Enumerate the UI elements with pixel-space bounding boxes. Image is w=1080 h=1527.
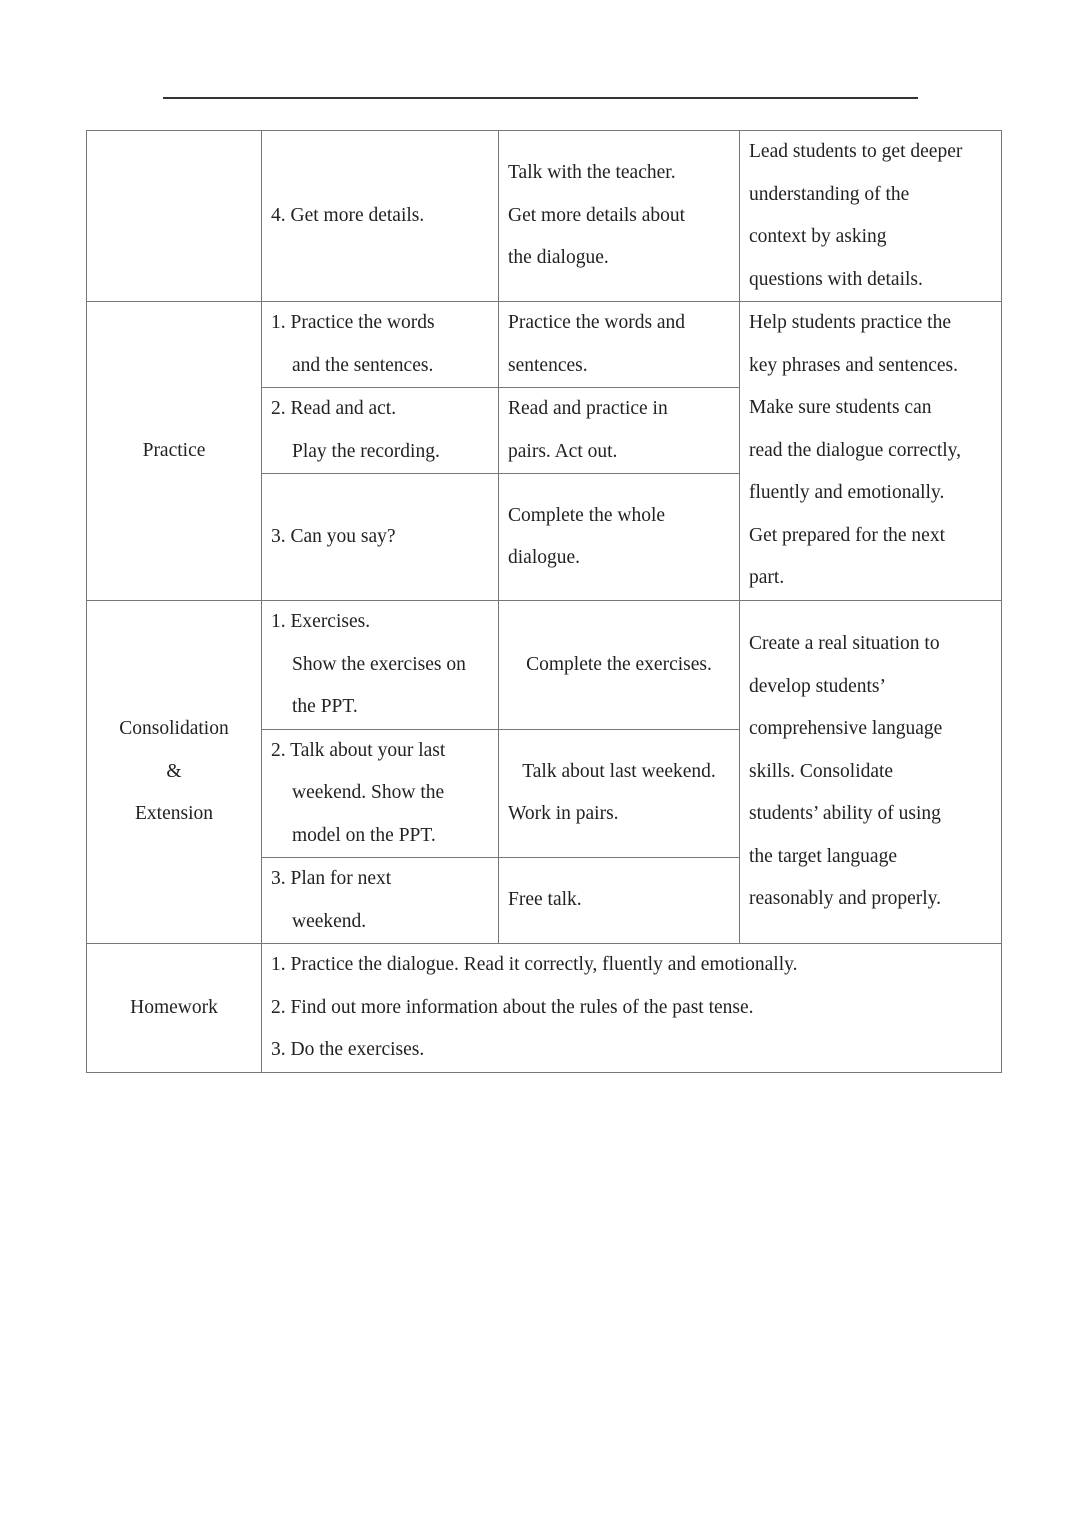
consolidation-step3-line: weekend. xyxy=(292,910,367,932)
details-purpose-line: questions with details. xyxy=(749,268,923,290)
homework-item: 2. Find out more information about the rules of the past tense. xyxy=(271,996,754,1018)
details-purpose-line: Lead students to get deeper xyxy=(749,141,963,162)
practice-purpose-line: key phrases and sentences. xyxy=(749,354,959,376)
practice-purpose-line: fluently and emotionally. xyxy=(749,482,945,504)
homework-items-cell xyxy=(262,944,1002,1073)
homework-item: 1. Practice the dialogue. Read it correctly, fluently and emotionally. xyxy=(271,954,798,975)
consolidation-purpose-line: students’ ability of using xyxy=(749,803,941,825)
consolidation-step2-line: model on the PPT. xyxy=(292,824,436,846)
consolidation-student1-cell xyxy=(499,601,740,730)
consolidation-step3-line: 3. Plan for next xyxy=(271,868,392,889)
consolidation-step1-cell xyxy=(262,601,499,730)
homework-row xyxy=(87,944,1002,1073)
practice-row-1 xyxy=(87,302,1002,388)
details-step-text: 4. Get more details. xyxy=(271,204,425,226)
consolidation-student3-cell xyxy=(499,858,740,944)
practice-step3-text: 3. Can you say? xyxy=(271,525,396,547)
lesson-plan-table xyxy=(86,130,1002,1073)
practice-step1-line: and the sentences. xyxy=(292,354,434,376)
practice-purpose-line: read the dialogue correctly, xyxy=(749,439,962,461)
practice-stage-cell xyxy=(87,302,262,601)
practice-student3-cell xyxy=(499,474,740,601)
practice-student2-cell xyxy=(499,388,740,474)
practice-stage-label: Practice xyxy=(142,439,206,461)
details-step-cell xyxy=(262,131,499,302)
consolidation-row-1 xyxy=(87,601,1002,730)
practice-step1-line: 1. Practice the words xyxy=(271,312,435,333)
details-stage-cell xyxy=(87,131,262,302)
consolidation-step1-line: 1. Exercises. xyxy=(271,611,371,632)
consolidation-purpose-line: Create a real situation to xyxy=(749,633,940,655)
practice-step3-cell xyxy=(262,474,499,601)
consolidation-step1-line: the PPT. xyxy=(292,696,358,717)
consolidation-purpose-line: the target language xyxy=(749,845,897,867)
practice-student2-line: Read and practice in xyxy=(508,398,668,419)
consolidation-stage-line: & xyxy=(166,760,182,782)
practice-step1-cell xyxy=(262,302,499,388)
consolidation-stage-cell xyxy=(87,601,262,944)
practice-student3-line: dialogue. xyxy=(508,547,581,568)
consolidation-purpose-cell xyxy=(740,601,1002,944)
practice-student3-line: Complete the whole xyxy=(508,504,666,526)
homework-stage-cell xyxy=(87,944,262,1073)
practice-step2-cell xyxy=(262,388,499,474)
consolidation-purpose-line: skills. Consolidate xyxy=(749,760,894,782)
details-student-cell xyxy=(499,131,740,302)
header-rule xyxy=(163,97,918,99)
consolidation-step2-cell xyxy=(262,729,499,858)
consolidation-stage-line: Consolidation xyxy=(119,718,229,740)
practice-step2-line: 2. Read and act. xyxy=(271,398,397,419)
practice-step2-line: Play the recording. xyxy=(292,440,440,462)
details-purpose-line: understanding of the xyxy=(749,183,910,205)
practice-student1-line: Practice the words and xyxy=(508,312,686,333)
homework-stage-label: Homework xyxy=(130,996,218,1018)
consolidation-student2-cell xyxy=(499,729,740,858)
practice-purpose-line: Get prepared for the next xyxy=(749,524,945,546)
details-student-line: Get more details about xyxy=(508,204,686,226)
consolidation-step2-line: weekend. Show the xyxy=(292,782,445,803)
practice-purpose-cell xyxy=(740,302,1002,601)
practice-purpose-line: Make sure students can xyxy=(749,397,932,419)
consolidation-purpose-line: comprehensive language xyxy=(749,718,943,740)
consolidation-student1-text: Complete the exercises. xyxy=(526,653,712,675)
details-purpose-cell xyxy=(740,131,1002,302)
practice-student1-cell xyxy=(499,302,740,388)
consolidation-student2-line: Work in pairs. xyxy=(508,803,619,825)
consolidation-purpose-line: reasonably and properly. xyxy=(749,888,942,910)
homework-item: 3. Do the exercises. xyxy=(271,1039,425,1060)
consolidation-student2-line: Talk about last weekend. xyxy=(522,760,716,782)
details-row xyxy=(87,131,1002,302)
practice-purpose-line: part. xyxy=(749,567,785,589)
details-student-line: the dialogue. xyxy=(508,247,609,269)
details-student-line: Talk with the teacher. xyxy=(508,162,676,184)
consolidation-student3-text: Free talk. xyxy=(508,889,582,911)
practice-student1-line: sentences. xyxy=(508,354,588,376)
consolidation-step3-cell xyxy=(262,858,499,944)
consolidation-step1-line: Show the exercises on xyxy=(292,653,466,675)
consolidation-stage-line: Extension xyxy=(135,803,213,825)
consolidation-step2-line: 2. Talk about your last xyxy=(271,739,446,761)
practice-purpose-line: Help students practice the xyxy=(749,312,951,334)
practice-student2-line: pairs. Act out. xyxy=(508,440,618,462)
details-purpose-line: context by asking xyxy=(749,226,887,247)
consolidation-purpose-line: develop students’ xyxy=(749,675,887,697)
